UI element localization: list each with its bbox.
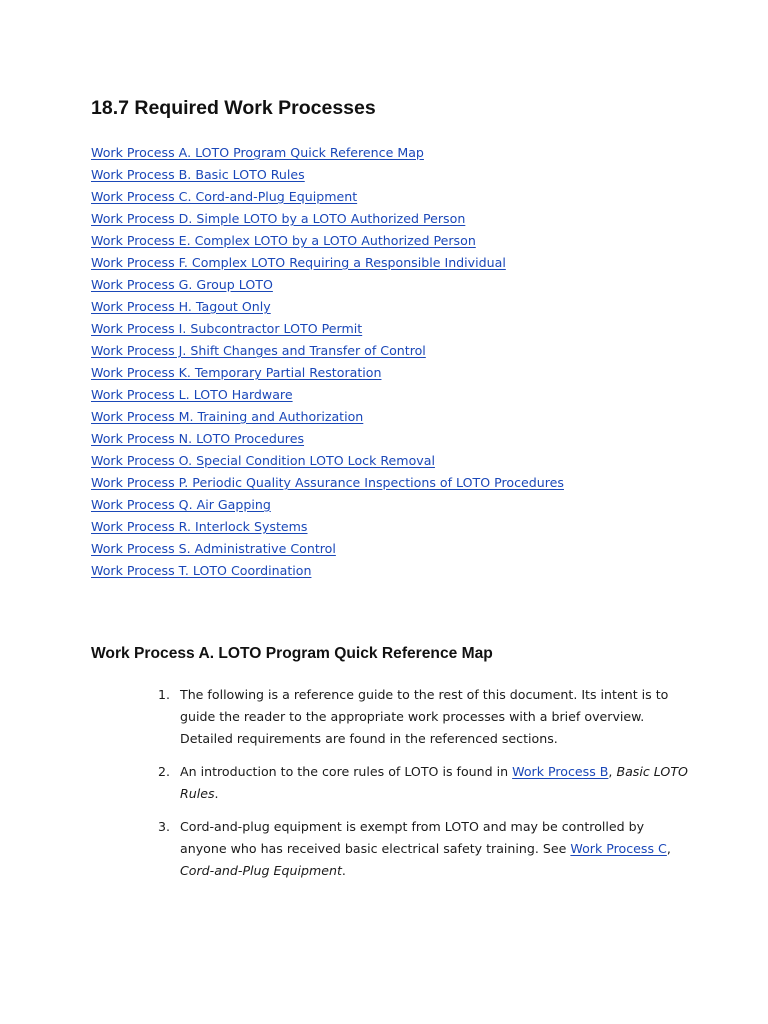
toc-item bbox=[91, 385, 564, 407]
list-item-number: 2. bbox=[158, 764, 171, 779]
list-item-text: An introduction to the core rules of LOTO is found in bbox=[180, 764, 513, 779]
list-item bbox=[150, 761, 690, 805]
toc-item bbox=[91, 473, 564, 495]
list-item-text: Cord-and-plug equipment is exempt from LOTO and may be controlled by anyone who has received basic electrical safety training. See bbox=[180, 819, 645, 856]
list-item-end: . bbox=[214, 786, 219, 801]
toc-item bbox=[91, 451, 564, 473]
toc-link-l[interactable]: Work Process L. LOTO Hardware bbox=[91, 387, 293, 402]
toc-link-p[interactable]: Work Process P. Periodic Quality Assurance Inspections of LOTO Procedures bbox=[91, 475, 564, 490]
toc-link-i[interactable]: Work Process I. Subcontractor LOTO Permit bbox=[91, 321, 363, 336]
toc-item bbox=[91, 209, 564, 231]
toc-item bbox=[91, 297, 564, 319]
toc-link-r[interactable]: Work Process R. Interlock Systems bbox=[91, 519, 308, 534]
page-title: 18.7 Required Work Processes bbox=[91, 97, 376, 119]
section-list bbox=[150, 684, 690, 893]
toc-item bbox=[91, 319, 564, 341]
toc-link-b[interactable]: Work Process B. Basic LOTO Rules bbox=[91, 167, 305, 182]
table-of-contents bbox=[91, 143, 564, 583]
inline-link-work-process-c[interactable]: Work Process C bbox=[570, 841, 667, 856]
toc-link-e[interactable]: Work Process E. Complex LOTO by a LOTO Authorized Person bbox=[91, 233, 476, 248]
section-title: Work Process A. LOTO Program Quick Reference Map bbox=[91, 645, 493, 662]
toc-link-t[interactable]: Work Process T. LOTO Coordination bbox=[91, 563, 312, 578]
list-item-italic-title: Basic LOTO Rules bbox=[180, 764, 688, 801]
list-item bbox=[150, 816, 690, 882]
toc-item bbox=[91, 187, 564, 209]
toc-item bbox=[91, 407, 564, 429]
list-item-number: 3. bbox=[158, 819, 171, 834]
toc-item bbox=[91, 253, 564, 275]
toc-link-a[interactable]: Work Process A. LOTO Program Quick Reference Map bbox=[91, 145, 424, 160]
toc-item bbox=[91, 165, 564, 187]
inline-link-work-process-b[interactable]: Work Process B bbox=[512, 764, 609, 779]
toc-item bbox=[91, 429, 564, 451]
list-item-end: . bbox=[341, 863, 346, 878]
toc-link-j[interactable]: Work Process J. Shift Changes and Transfer of Control bbox=[91, 343, 426, 358]
toc-item bbox=[91, 341, 564, 363]
toc-link-q[interactable]: Work Process Q. Air Gapping bbox=[91, 497, 271, 512]
toc-link-k[interactable]: Work Process K. Temporary Partial Restoration bbox=[91, 365, 382, 380]
toc-link-d[interactable]: Work Process D. Simple LOTO by a LOTO Authorized Person bbox=[91, 211, 466, 226]
list-item-separator: , bbox=[666, 841, 671, 856]
toc-link-c[interactable]: Work Process C. Cord-and-Plug Equipment bbox=[91, 189, 358, 204]
toc-item bbox=[91, 231, 564, 253]
list-item-italic-title: Cord-and-Plug Equipment bbox=[180, 863, 342, 878]
list-item-text: The following is a reference guide to the rest of this document. Its intent is to guide the reader to the appropriate work processes with a brief overview. Detailed requirements are found in the referenced sections. bbox=[180, 687, 669, 746]
toc-item bbox=[91, 539, 564, 561]
list-item bbox=[150, 684, 690, 750]
list-item-separator: , bbox=[608, 764, 617, 779]
toc-item bbox=[91, 495, 564, 517]
toc-item bbox=[91, 363, 564, 385]
toc-link-o[interactable]: Work Process O. Special Condition LOTO Lock Removal bbox=[91, 453, 435, 468]
toc-item bbox=[91, 275, 564, 297]
list-item-number: 1. bbox=[158, 687, 171, 702]
toc-link-s[interactable]: Work Process S. Administrative Control bbox=[91, 541, 336, 556]
toc-link-h[interactable]: Work Process H. Tagout Only bbox=[91, 299, 271, 314]
toc-link-n[interactable]: Work Process N. LOTO Procedures bbox=[91, 431, 305, 446]
toc-link-m[interactable]: Work Process M. Training and Authorization bbox=[91, 409, 364, 424]
toc-link-g[interactable]: Work Process G. Group LOTO bbox=[91, 277, 273, 292]
toc-item bbox=[91, 143, 564, 165]
toc-item bbox=[91, 517, 564, 539]
toc-link-f[interactable]: Work Process F. Complex LOTO Requiring a Responsible Individual bbox=[91, 255, 506, 270]
toc-item bbox=[91, 561, 564, 583]
